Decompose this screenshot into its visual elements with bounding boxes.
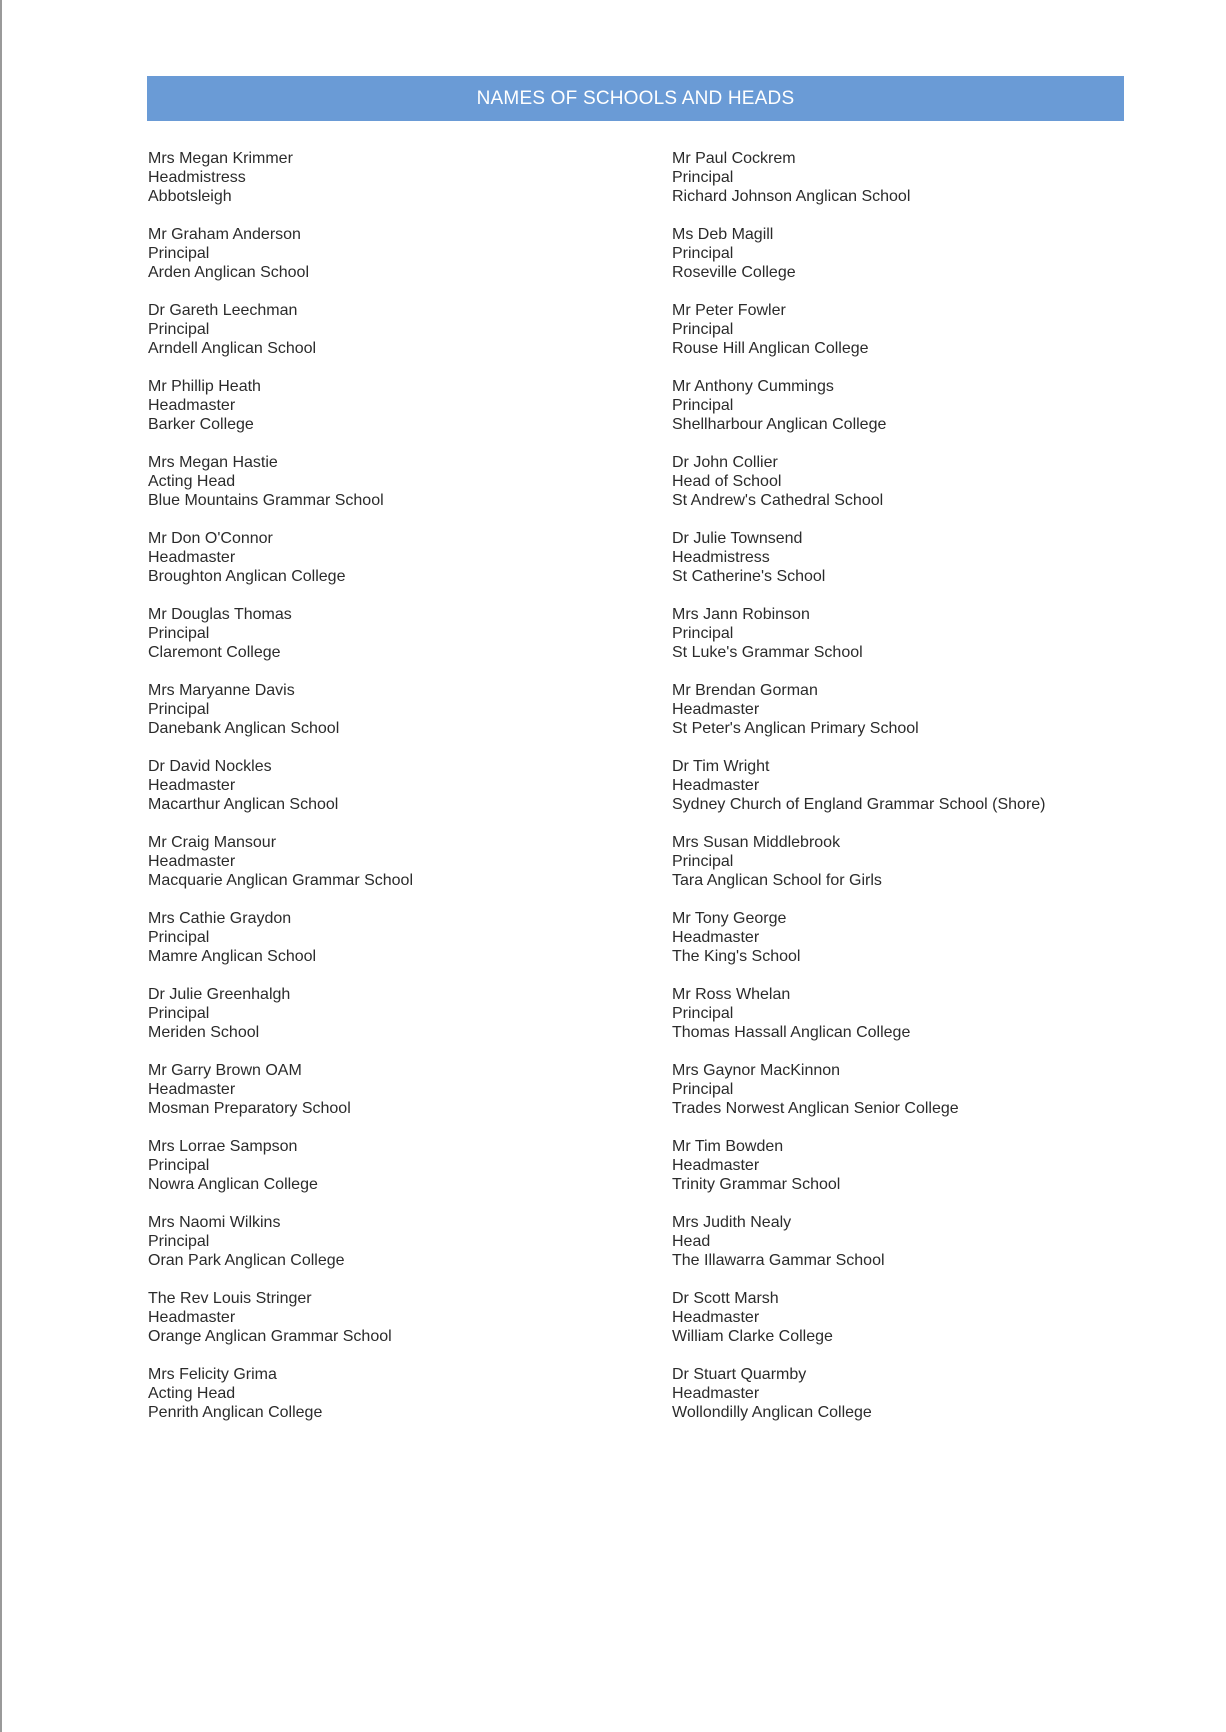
school-name: Arndell Anglican School	[148, 340, 317, 357]
school-name: Blue Mountains Grammar School	[148, 492, 384, 509]
school-name: William Clarke College	[672, 1328, 833, 1345]
head-entry	[148, 985, 628, 1061]
head-entry	[148, 149, 628, 225]
head-entry	[148, 909, 628, 985]
head-role: Headmaster	[672, 1309, 760, 1326]
school-name: Broughton Anglican College	[148, 568, 346, 585]
head-name: Mrs Felicity Grima	[148, 1366, 277, 1383]
head-entry	[672, 149, 1132, 225]
head-role: Principal	[672, 1005, 734, 1022]
head-role: Headmaster	[672, 701, 760, 718]
school-name: Shellharbour Anglican College	[672, 416, 887, 433]
school-name: Oran Park Anglican College	[148, 1252, 345, 1269]
head-name: Mr Garry Brown OAM	[148, 1062, 302, 1079]
head-name: Mrs Megan Krimmer	[148, 150, 293, 167]
head-entry	[672, 1213, 1132, 1289]
head-entry	[672, 1061, 1132, 1137]
head-name: Dr Julie Greenhalgh	[148, 986, 291, 1003]
head-entry	[148, 1365, 628, 1441]
school-name: Abbotsleigh	[148, 188, 232, 205]
head-name: Mr Paul Cockrem	[672, 150, 796, 167]
head-role: Principal	[148, 1005, 210, 1022]
head-name: Dr Stuart Quarmby	[672, 1366, 807, 1383]
head-entry	[148, 1213, 628, 1289]
head-name: Mr Ross Whelan	[672, 986, 791, 1003]
page-edge	[0, 0, 2, 1732]
head-role: Headmaster	[672, 929, 760, 946]
school-name: Claremont College	[148, 644, 281, 661]
school-name: St Andrew's Cathedral School	[672, 492, 884, 509]
head-name: Mr Craig Mansour	[148, 834, 277, 851]
head-role: Headmaster	[148, 1309, 236, 1326]
head-role: Principal	[148, 1233, 210, 1250]
head-entry	[672, 1137, 1132, 1213]
head-role: Headmaster	[672, 777, 760, 794]
head-entry	[672, 833, 1132, 909]
head-name: Mrs Lorrae Sampson	[148, 1138, 298, 1155]
head-entry	[672, 757, 1132, 833]
school-name: Rouse Hill Anglican College	[672, 340, 869, 357]
school-name: Danebank Anglican School	[148, 720, 340, 737]
head-role: Principal	[672, 321, 734, 338]
head-role: Acting Head	[148, 1385, 236, 1402]
head-role: Principal	[148, 245, 210, 262]
head-role: Headmaster	[148, 853, 236, 870]
head-entry	[148, 453, 628, 529]
head-role: Head of School	[672, 473, 782, 490]
head-role: Principal	[672, 853, 734, 870]
head-entry	[672, 453, 1132, 529]
school-name: Arden Anglican School	[148, 264, 309, 281]
head-name: Mrs Jann Robinson	[672, 606, 810, 623]
head-role: Headmaster	[148, 777, 236, 794]
page-title: NAMES OF SCHOOLS AND HEADS	[147, 76, 1124, 121]
head-entry	[148, 225, 628, 301]
school-name: Wollondilly Anglican College	[672, 1404, 872, 1421]
school-name: Tara Anglican School for Girls	[672, 872, 882, 889]
head-name: Mr Peter Fowler	[672, 302, 786, 319]
head-entry	[672, 909, 1132, 985]
school-name: Macarthur Anglican School	[148, 796, 339, 813]
head-entry	[148, 1289, 628, 1365]
head-role: Principal	[148, 1157, 210, 1174]
head-name: Mr Anthony Cummings	[672, 378, 834, 395]
school-name: Sydney Church of England Grammar School (Shore)	[672, 796, 1046, 813]
head-name: Mr Graham Anderson	[148, 226, 301, 243]
head-entry	[672, 377, 1132, 453]
head-role: Headmaster	[672, 1385, 760, 1402]
head-role: Principal	[148, 701, 210, 718]
head-entry	[148, 301, 628, 377]
head-entry	[148, 757, 628, 833]
school-name: Meriden School	[148, 1024, 260, 1041]
head-name: Mrs Cathie Graydon	[148, 910, 292, 927]
head-entry	[672, 605, 1132, 681]
school-name: The Illawarra Gammar School	[672, 1252, 885, 1269]
school-name: The King's School	[672, 948, 801, 965]
head-role: Principal	[672, 625, 734, 642]
left-column	[148, 149, 628, 1441]
right-column	[672, 149, 1132, 1441]
head-role: Headmaster	[148, 1081, 236, 1098]
head-entry	[672, 225, 1132, 301]
head-role: Head	[672, 1233, 711, 1250]
school-name: Richard Johnson Anglican School	[672, 188, 911, 205]
school-name: Mosman Preparatory School	[148, 1100, 351, 1117]
school-name: Mamre Anglican School	[148, 948, 317, 965]
head-name: Mrs Judith Nealy	[672, 1214, 792, 1231]
head-role: Principal	[672, 397, 734, 414]
head-name: Mrs Naomi Wilkins	[148, 1214, 281, 1231]
school-name: St Peter's Anglican Primary School	[672, 720, 919, 737]
school-name: Orange Anglican Grammar School	[148, 1328, 392, 1345]
head-name: Dr Gareth Leechman	[148, 302, 298, 319]
head-name: Dr Julie Townsend	[672, 530, 803, 547]
head-entry	[672, 301, 1132, 377]
head-role: Acting Head	[148, 473, 236, 490]
head-name: Mrs Maryanne Davis	[148, 682, 295, 699]
head-entry	[672, 1289, 1132, 1365]
head-entry	[148, 681, 628, 757]
school-name: Thomas Hassall Anglican College	[672, 1024, 911, 1041]
head-role: Principal	[148, 625, 210, 642]
head-entry	[148, 833, 628, 909]
school-name: Barker College	[148, 416, 254, 433]
school-name: St Catherine's School	[672, 568, 826, 585]
school-name: Trades Norwest Anglican Senior College	[672, 1100, 959, 1117]
school-name: Roseville College	[672, 264, 796, 281]
school-name: St Luke's Grammar School	[672, 644, 863, 661]
head-role: Headmistress	[148, 169, 246, 186]
school-name: Nowra Anglican College	[148, 1176, 318, 1193]
head-role: Headmaster	[148, 397, 236, 414]
head-name: The Rev Louis Stringer	[148, 1290, 312, 1307]
head-role: Headmaster	[148, 549, 236, 566]
head-name: Mr Brendan Gorman	[672, 682, 818, 699]
head-name: Mr Douglas Thomas	[148, 606, 292, 623]
head-entry	[148, 1061, 628, 1137]
head-name: Mrs Megan Hastie	[148, 454, 278, 471]
head-role: Principal	[672, 1081, 734, 1098]
head-entry	[672, 529, 1132, 605]
school-name: Trinity Grammar School	[672, 1176, 841, 1193]
school-name: Penrith Anglican College	[148, 1404, 323, 1421]
head-role: Principal	[148, 321, 210, 338]
head-name: Mr Tony George	[672, 910, 787, 927]
head-name: Dr David Nockles	[148, 758, 272, 775]
head-role: Principal	[672, 245, 734, 262]
head-name: Dr Tim Wright	[672, 758, 770, 775]
head-name: Mrs Susan Middlebrook	[672, 834, 841, 851]
head-entry	[672, 1365, 1132, 1441]
head-entry	[672, 985, 1132, 1061]
head-name: Mr Phillip Heath	[148, 378, 261, 395]
head-entry	[148, 377, 628, 453]
head-entry	[672, 681, 1132, 757]
head-role: Headmistress	[672, 549, 770, 566]
head-entry	[148, 1137, 628, 1213]
head-name: Ms Deb Magill	[672, 226, 774, 243]
school-name: Macquarie Anglican Grammar School	[148, 872, 414, 889]
head-name: Mr Don O'Connor	[148, 530, 273, 547]
head-entry	[148, 529, 628, 605]
head-name: Mr Tim Bowden	[672, 1138, 784, 1155]
head-name: Mrs Gaynor MacKinnon	[672, 1062, 841, 1079]
head-name: Dr Scott Marsh	[672, 1290, 779, 1307]
head-role: Principal	[672, 169, 734, 186]
head-name: Dr John Collier	[672, 454, 778, 471]
head-role: Principal	[148, 929, 210, 946]
head-role: Headmaster	[672, 1157, 760, 1174]
head-entry	[148, 605, 628, 681]
